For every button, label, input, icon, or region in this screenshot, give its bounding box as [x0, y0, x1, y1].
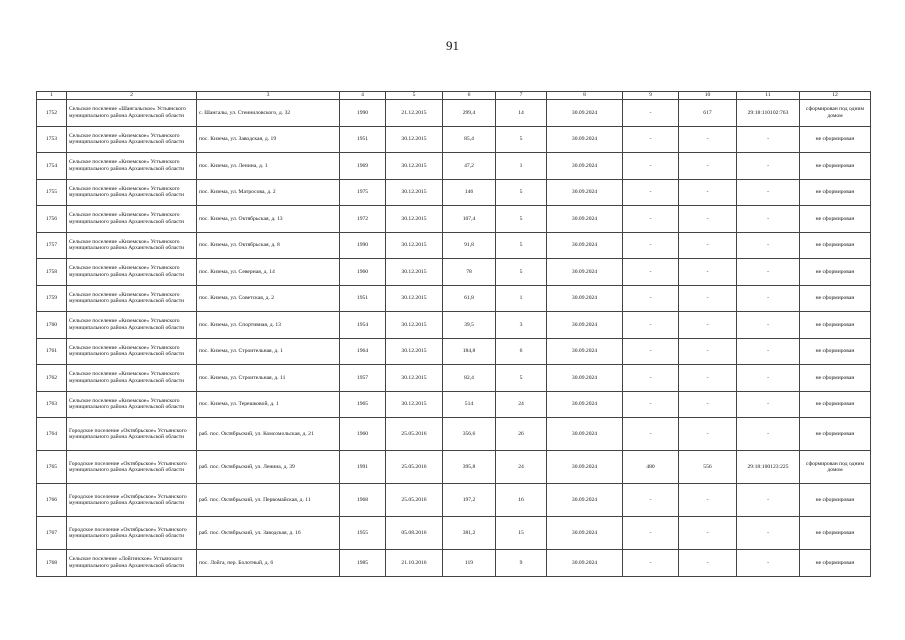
residents-cell: 3	[496, 312, 547, 339]
deadline-cell: 30.09.2024	[547, 517, 623, 550]
residents-cell: 5	[496, 126, 547, 153]
address-cell: пос. Кизема, ул. Октябрьская, д. 13	[197, 206, 340, 233]
land-status-cell: не сформирован	[800, 517, 871, 550]
residents-cell: 14	[496, 100, 547, 127]
cadastral-number-cell: -	[737, 484, 800, 517]
settlement-cell: Сельское поселение «Киземское» Устьянского муниципального района Архангельской области	[67, 338, 197, 365]
value-cell: -	[623, 153, 679, 180]
date-cell: 21.12.2015	[386, 100, 443, 127]
value-cell: -	[679, 232, 737, 259]
value-cell: -	[623, 285, 679, 312]
column-number-header: 4	[340, 92, 386, 100]
row-number-cell: 1752	[37, 100, 67, 127]
residents-cell: 5	[496, 179, 547, 206]
value-cell: -	[679, 312, 737, 339]
address-cell: раб. пос. Октябрьский, ул. Ленина, д. 39	[197, 451, 340, 484]
value-cell: -	[623, 259, 679, 286]
value-cell: -	[679, 153, 737, 180]
deadline-cell: 30.09.2024	[547, 285, 623, 312]
row-number-cell: 1755	[37, 179, 67, 206]
date-cell: 25.05.2016	[386, 451, 443, 484]
table-row	[37, 232, 871, 259]
table-row	[37, 550, 871, 577]
date-cell: 25.05.2016	[386, 484, 443, 517]
deadline-cell: 30.09.2024	[547, 259, 623, 286]
cadastral-number-cell: -	[737, 338, 800, 365]
deadline-cell: 30.09.2024	[547, 126, 623, 153]
row-number-cell: 1760	[37, 312, 67, 339]
land-status-cell: не сформирован	[800, 484, 871, 517]
date-cell: 30.12.2015	[386, 391, 443, 418]
cadastral-number-cell: -	[737, 391, 800, 418]
land-status-cell: не сформирован	[800, 179, 871, 206]
address-cell: пос. Кизема, ул. Октябрьская, д. 8	[197, 232, 340, 259]
value-cell: -	[623, 312, 679, 339]
date-cell: 30.12.2015	[386, 153, 443, 180]
cadastral-number-cell: -	[737, 153, 800, 180]
year-cell: 1991	[340, 451, 386, 484]
row-number-cell: 1767	[37, 517, 67, 550]
date-cell: 30.12.2015	[386, 365, 443, 392]
value-cell: -	[623, 206, 679, 233]
value-cell: -	[679, 179, 737, 206]
value-cell: 480	[623, 451, 679, 484]
deadline-cell: 30.09.2024	[547, 206, 623, 233]
residents-cell: 26	[496, 418, 547, 451]
land-status-cell: не сформирован	[800, 259, 871, 286]
year-cell: 1955	[340, 517, 386, 550]
area-cell: 91,8	[443, 232, 496, 259]
settlement-cell: Сельское поселение «Киземское» Устьянского муниципального района Архангельской области	[67, 179, 197, 206]
land-status-cell: не сформирован	[800, 550, 871, 577]
row-number-cell: 1756	[37, 206, 67, 233]
date-cell: 30.12.2015	[386, 312, 443, 339]
row-number-cell: 1754	[37, 153, 67, 180]
value-cell: -	[679, 126, 737, 153]
address-cell: пос. Кизема, ул. Ленина, д. 1	[197, 153, 340, 180]
row-number-cell: 1768	[37, 550, 67, 577]
date-cell: 30.12.2015	[386, 179, 443, 206]
column-number-header: 11	[737, 92, 800, 100]
value-cell: -	[623, 365, 679, 392]
deadline-cell: 30.09.2024	[547, 153, 623, 180]
residents-cell: 5	[496, 206, 547, 233]
address-cell: пос. Кизема, ул. Матросова, д. 2	[197, 179, 340, 206]
cadastral-number-cell: -	[737, 312, 800, 339]
area-cell: 381,2	[443, 517, 496, 550]
settlement-cell: Городское поселение «Октябрьское» Устьянского муниципального района Архангельской области	[67, 418, 197, 451]
year-cell: 1968	[340, 484, 386, 517]
year-cell: 1960	[340, 259, 386, 286]
area-cell: 82,4	[443, 365, 496, 392]
value-cell: -	[623, 100, 679, 127]
residents-cell: 6	[496, 338, 547, 365]
year-cell: 1969	[340, 153, 386, 180]
land-status-cell: не сформирован	[800, 338, 871, 365]
settlement-cell: Сельское поселение «Киземское» Устьянского муниципального района Архангельской области	[67, 285, 197, 312]
land-status-cell: не сформирован	[800, 391, 871, 418]
value-cell: -	[623, 517, 679, 550]
year-cell: 1951	[340, 126, 386, 153]
date-cell: 21.10.2016	[386, 550, 443, 577]
year-cell: 1957	[340, 365, 386, 392]
residents-cell: 5	[496, 232, 547, 259]
area-cell: 184,8	[443, 338, 496, 365]
cadastral-number-cell: -	[737, 179, 800, 206]
deadline-cell: 30.09.2024	[547, 391, 623, 418]
table-row	[37, 451, 871, 484]
row-number-cell: 1764	[37, 418, 67, 451]
area-cell: 39,5	[443, 312, 496, 339]
settlement-cell: Городское поселение «Октябрьское» Устьянского муниципального района Архангельской области	[67, 451, 197, 484]
row-number-cell: 1763	[37, 391, 67, 418]
land-status-cell: не сформирован	[800, 206, 871, 233]
value-cell: -	[679, 285, 737, 312]
table-row	[37, 153, 871, 180]
value-cell: -	[623, 418, 679, 451]
value-cell: -	[623, 484, 679, 517]
cadastral-number-cell: -	[737, 365, 800, 392]
housing-registry-table	[36, 91, 871, 577]
year-cell: 1964	[340, 338, 386, 365]
date-cell: 25.05.2016	[386, 418, 443, 451]
area-cell: 514	[443, 391, 496, 418]
table-body	[37, 100, 871, 577]
deadline-cell: 30.09.2024	[547, 484, 623, 517]
deadline-cell: 30.09.2024	[547, 232, 623, 259]
column-number-header: 12	[800, 92, 871, 100]
year-cell: 1985	[340, 550, 386, 577]
table-row	[37, 312, 871, 339]
address-cell: пос. Кизема, ул. Советская, д. 2	[197, 285, 340, 312]
area-cell: 395,8	[443, 451, 496, 484]
area-cell: 107,4	[443, 206, 496, 233]
land-status-cell: сформирован под одним домом	[800, 100, 871, 127]
table-row	[37, 126, 871, 153]
year-cell: 1951	[340, 285, 386, 312]
value-cell: -	[679, 418, 737, 451]
cadastral-number-cell: 29:18:100123:225	[737, 451, 800, 484]
row-number-cell: 1757	[37, 232, 67, 259]
year-cell: 1965	[340, 391, 386, 418]
value-cell: 617	[679, 100, 737, 127]
value-cell: -	[679, 484, 737, 517]
value-cell: -	[679, 391, 737, 418]
area-cell: 47,2	[443, 153, 496, 180]
cadastral-number-cell: -	[737, 550, 800, 577]
date-cell: 30.12.2015	[386, 206, 443, 233]
page-number: 91	[446, 38, 459, 53]
cadastral-number-cell: -	[737, 126, 800, 153]
area-cell: 85,4	[443, 126, 496, 153]
area-cell: 119	[443, 550, 496, 577]
residents-cell: 1	[496, 153, 547, 180]
row-number-cell: 1762	[37, 365, 67, 392]
cadastral-number-cell: -	[737, 285, 800, 312]
deadline-cell: 30.09.2024	[547, 365, 623, 392]
table-row	[37, 484, 871, 517]
address-cell: с. Шангалы, ул. Стеиниловского, д. 32	[197, 100, 340, 127]
settlement-cell: Сельское поселение «Лойгинское» Устьянского муниципального района Архангельской области	[67, 550, 197, 577]
value-cell: -	[623, 391, 679, 418]
year-cell: 1975	[340, 179, 386, 206]
residents-cell: 1	[496, 285, 547, 312]
date-cell: 30.12.2015	[386, 232, 443, 259]
address-cell: пос. Кизема, ул. Спортивная, д. 13	[197, 312, 340, 339]
date-cell: 30.12.2015	[386, 338, 443, 365]
area-cell: 356,6	[443, 418, 496, 451]
value-cell: -	[679, 550, 737, 577]
table-row	[37, 179, 871, 206]
cadastral-number-cell: -	[737, 232, 800, 259]
address-cell: пос. Кизема, ул. Строительная, д. 1	[197, 338, 340, 365]
value-cell: -	[623, 338, 679, 365]
address-cell: раб. пос. Октябрьский, ул. Первомайская, д. 11	[197, 484, 340, 517]
settlement-cell: Городское поселение «Октябрьское» Устьянского муниципального района Архангельской области	[67, 517, 197, 550]
date-cell: 30.12.2015	[386, 126, 443, 153]
deadline-cell: 30.09.2024	[547, 100, 623, 127]
row-number-cell: 1766	[37, 484, 67, 517]
cadastral-number-cell: 29:18:110102:763	[737, 100, 800, 127]
address-cell: пос. Кизема, ул. Северная, д. 14	[197, 259, 340, 286]
address-cell: пос. Кизема, ул. Заводская, д. 19	[197, 126, 340, 153]
deadline-cell: 30.09.2024	[547, 179, 623, 206]
settlement-cell: Сельское поселение «Киземское» Устьянского муниципального района Архангельской области	[67, 259, 197, 286]
value-cell: -	[679, 338, 737, 365]
residents-cell: 16	[496, 484, 547, 517]
settlement-cell: Сельское поселение «Киземское» Устьянского муниципального района Архангельской области	[67, 365, 197, 392]
cadastral-number-cell: -	[737, 418, 800, 451]
column-number-header: 9	[623, 92, 679, 100]
table-row	[37, 391, 871, 418]
land-status-cell: не сформирован	[800, 232, 871, 259]
column-number-header: 10	[679, 92, 737, 100]
address-cell: раб. пос. Октябрьский, ул. Заводская, д. 16	[197, 517, 340, 550]
cadastral-number-cell: -	[737, 517, 800, 550]
land-status-cell: не сформирован	[800, 285, 871, 312]
settlement-cell: Сельское поселение «Киземское» Устьянского муниципального района Архангельской области	[67, 206, 197, 233]
residents-cell: 5	[496, 365, 547, 392]
land-status-cell: не сформирован	[800, 153, 871, 180]
value-cell: -	[679, 206, 737, 233]
column-number-header: 5	[386, 92, 443, 100]
year-cell: 1954	[340, 312, 386, 339]
residents-cell: 5	[496, 259, 547, 286]
settlement-cell: Сельское поселение «Киземское» Устьянского муниципального района Архангельской области	[67, 126, 197, 153]
date-cell: 30.12.2015	[386, 259, 443, 286]
year-cell: 1960	[340, 418, 386, 451]
value-cell: 556	[679, 451, 737, 484]
deadline-cell: 30.09.2024	[547, 418, 623, 451]
table-row	[37, 517, 871, 550]
land-status-cell: не сформирован	[800, 312, 871, 339]
date-cell: 30.12.2015	[386, 285, 443, 312]
row-number-cell: 1761	[37, 338, 67, 365]
residents-cell: 9	[496, 550, 547, 577]
cadastral-number-cell: -	[737, 259, 800, 286]
cadastral-number-cell: -	[737, 206, 800, 233]
settlement-cell: Сельское поселение «Киземское» Устьянского муниципального района Архангельской области	[67, 232, 197, 259]
column-number-header: 2	[67, 92, 197, 100]
row-number-cell: 1765	[37, 451, 67, 484]
area-cell: 61,8	[443, 285, 496, 312]
deadline-cell: 30.09.2024	[547, 312, 623, 339]
land-status-cell: сформирован под одним домом	[800, 451, 871, 484]
value-cell: -	[623, 126, 679, 153]
value-cell: -	[679, 365, 737, 392]
table-row	[37, 285, 871, 312]
address-cell: пос. Кизема, ул. Строительная, д. 11	[197, 365, 340, 392]
deadline-cell: 30.09.2024	[547, 550, 623, 577]
year-cell: 1972	[340, 206, 386, 233]
land-status-cell: не сформирован	[800, 126, 871, 153]
land-status-cell: не сформирован	[800, 365, 871, 392]
column-number-header: 3	[197, 92, 340, 100]
table-row	[37, 365, 871, 392]
area-cell: 197,2	[443, 484, 496, 517]
area-cell: 78	[443, 259, 496, 286]
column-number-header: 8	[547, 92, 623, 100]
area-cell: 146	[443, 179, 496, 206]
row-number-cell: 1753	[37, 126, 67, 153]
deadline-cell: 30.09.2024	[547, 451, 623, 484]
value-cell: -	[679, 517, 737, 550]
address-cell: раб. пос. Октябрьский, ул. Комсомольская, д. 21	[197, 418, 340, 451]
value-cell: -	[679, 259, 737, 286]
residents-cell: 15	[496, 517, 547, 550]
settlement-cell: Сельское поселение «Киземское» Устьянского муниципального района Архангельской области	[67, 391, 197, 418]
residents-cell: 24	[496, 391, 547, 418]
column-number-header: 1	[37, 92, 67, 100]
settlement-cell: Сельское поселение «Шангальское» Устьянского муниципального района Архангельской области	[67, 100, 197, 127]
address-cell: пос. Кизема, ул. Терешковой, д. 1	[197, 391, 340, 418]
settlement-cell: Городское поселение «Октябрьское» Устьянского муниципального района Архангельской области	[67, 484, 197, 517]
settlement-cell: Сельское поселение «Киземское» Устьянского муниципального района Архангельской области	[67, 312, 197, 339]
column-number-row	[37, 92, 871, 100]
value-cell: -	[623, 550, 679, 577]
column-number-header: 7	[496, 92, 547, 100]
table-row	[37, 259, 871, 286]
address-cell: пос. Лойга, пер. Болотный, д. 6	[197, 550, 340, 577]
row-number-cell: 1759	[37, 285, 67, 312]
value-cell: -	[623, 179, 679, 206]
settlement-cell: Сельское поселение «Киземское» Устьянского муниципального района Архангельской области	[67, 153, 197, 180]
land-status-cell: не сформирован	[800, 418, 871, 451]
date-cell: 05.08.2016	[386, 517, 443, 550]
area-cell: 299,4	[443, 100, 496, 127]
column-number-header: 6	[443, 92, 496, 100]
deadline-cell: 30.09.2024	[547, 338, 623, 365]
residents-cell: 24	[496, 451, 547, 484]
table-row	[37, 206, 871, 233]
row-number-cell: 1758	[37, 259, 67, 286]
year-cell: 1990	[340, 100, 386, 127]
year-cell: 1990	[340, 232, 386, 259]
table-row	[37, 100, 871, 127]
table-row	[37, 418, 871, 451]
value-cell: -	[623, 232, 679, 259]
table-row	[37, 338, 871, 365]
